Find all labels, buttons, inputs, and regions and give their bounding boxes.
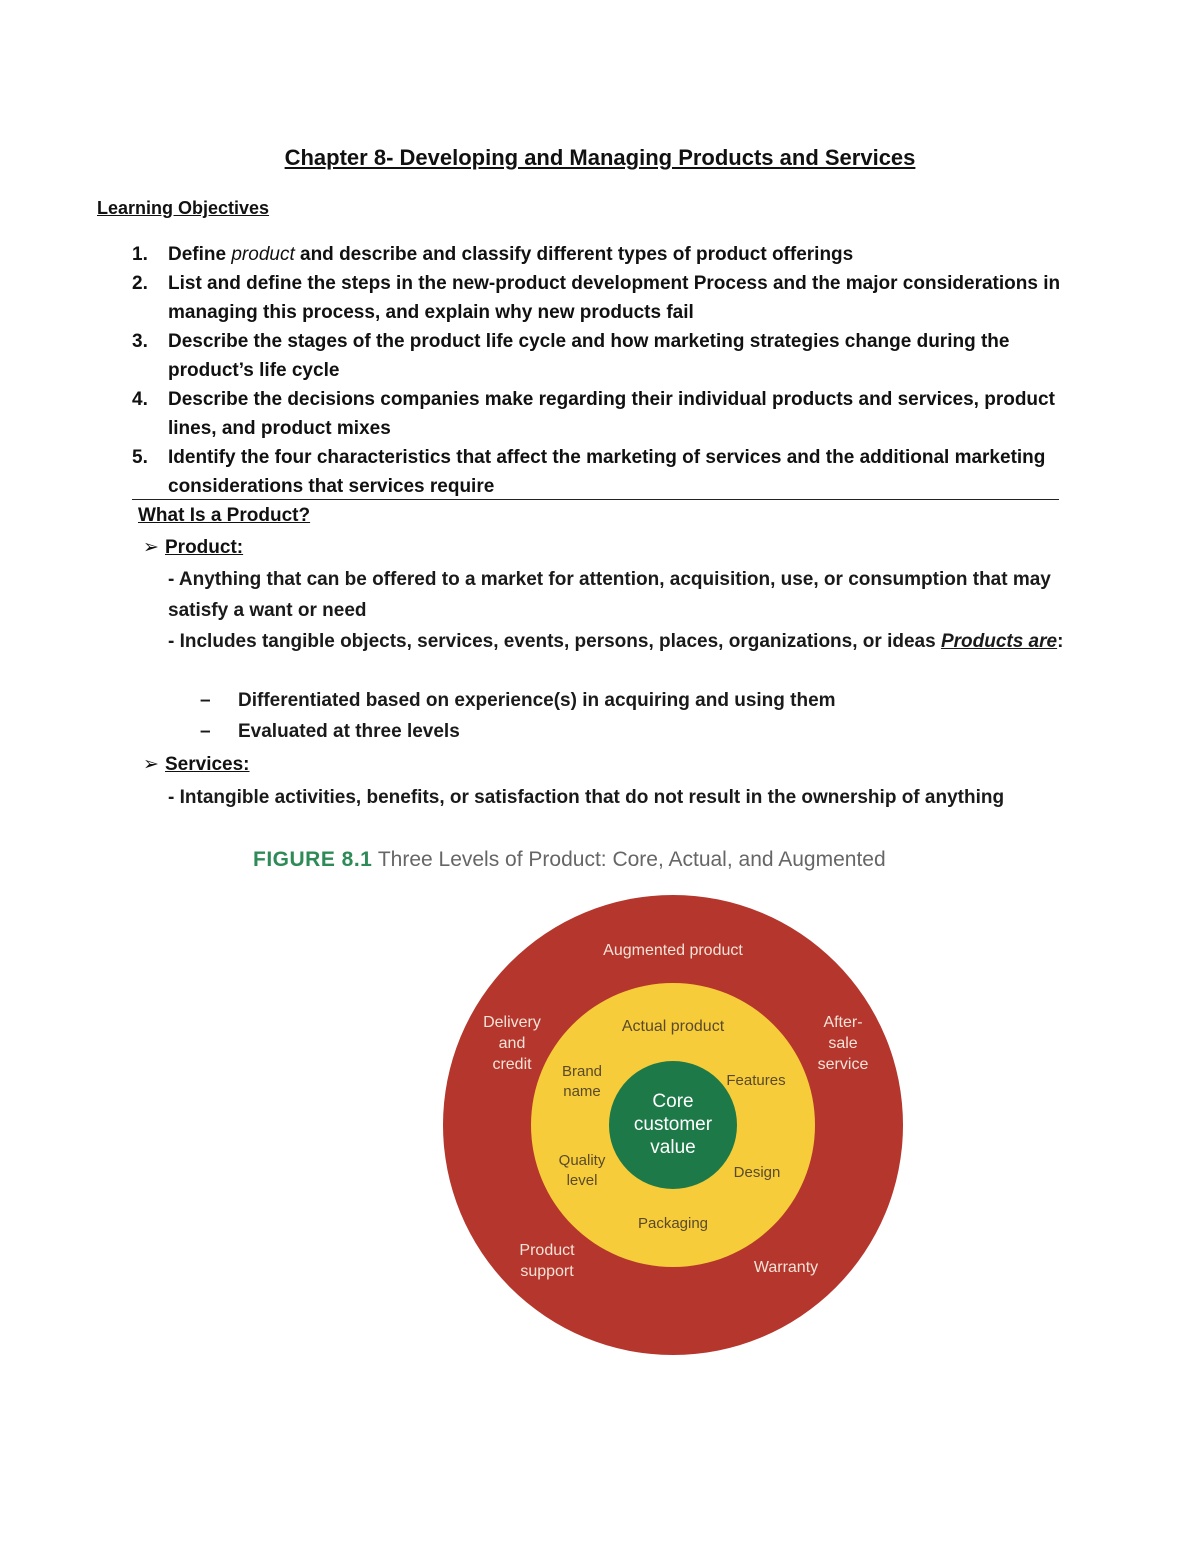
objective-number: 5. xyxy=(132,447,148,468)
product-label: Product: xyxy=(165,537,244,558)
figure-label: FIGURE 8.1 xyxy=(253,848,373,871)
core-value-label-line: customer xyxy=(633,1114,713,1135)
objective-italic-term: product xyxy=(231,244,295,265)
augmented-product-label: Augmented product xyxy=(603,942,743,959)
quality-level-label-line: Quality xyxy=(558,1152,606,1169)
products-are-emphasis: Products are xyxy=(940,631,1058,652)
figure-caption xyxy=(253,848,886,872)
objective-item xyxy=(132,240,1062,269)
product-definition-2 xyxy=(168,626,1068,657)
dash-item xyxy=(200,721,460,743)
objective-text: Describe the decisions companies make regarding their individual products and services, product lines, and product mixes xyxy=(168,389,1055,439)
warranty-label: Warranty xyxy=(753,1259,819,1276)
arrow-bullet-icon: ➢ xyxy=(143,754,159,775)
objectives-list xyxy=(132,240,1062,501)
design-label: Design xyxy=(733,1164,781,1181)
objective-item xyxy=(132,327,1062,385)
objective-item xyxy=(132,443,1062,501)
product-support-label-line: support xyxy=(520,1263,574,1280)
learning-objectives-heading: Learning Objectives xyxy=(97,198,270,218)
product-support-label-line: Product xyxy=(519,1242,575,1259)
services-bullet xyxy=(143,753,250,776)
objective-text: List and define the steps in the new-product development Process and the major considerations in managing this process, and explain why new products fail xyxy=(168,273,1061,323)
delivery-label-line: and xyxy=(498,1035,526,1052)
page-title: Chapter 8- Developing and Managing Products and Services xyxy=(284,145,916,170)
services-definition: - Intangible activities, benefits, or satisfaction that do not result in the ownership of anything xyxy=(168,787,1005,808)
dash-item xyxy=(200,690,836,712)
product-definition-2-colon: : xyxy=(1057,631,1064,652)
objective-item xyxy=(132,269,1062,327)
objective-number: 2. xyxy=(132,273,148,294)
objective-number: 4. xyxy=(132,389,148,410)
what-is-product-heading: What Is a Product? xyxy=(138,505,311,526)
brand-name-label-line: Brand xyxy=(561,1063,603,1080)
product-definition-2-text: - Includes tangible objects, services, events, persons, places, organizations, or ideas xyxy=(168,631,941,652)
objective-text: Define xyxy=(168,244,232,265)
section-divider xyxy=(132,499,1059,500)
objective-number: 1. xyxy=(132,244,148,265)
product-bullet xyxy=(143,536,243,559)
dash-item-text: Differentiated based on experience(s) in acquiring and using them xyxy=(238,690,836,711)
objective-text-tail: and describe and classify different types of product offerings xyxy=(294,244,854,265)
delivery-label-line: credit xyxy=(492,1056,532,1073)
core-value-label-line: value xyxy=(650,1137,696,1158)
objective-text: Identify the four characteristics that affect the marketing of services and the additional marketing considerations that services require xyxy=(168,447,1046,497)
quality-level-label-line: level xyxy=(566,1172,598,1189)
objective-number: 3. xyxy=(132,331,148,352)
objective-text: Describe the stages of the product life cycle and how marketing strategies change during the product’s life cycle xyxy=(168,331,1010,381)
after-sale-label-line: service xyxy=(817,1056,869,1073)
product-definition-1: - Anything that can be offered to a market for attention, acquisition, use, or consumption that may satisfy a want or need xyxy=(168,569,1051,621)
dash-bullet: – xyxy=(200,690,211,711)
objective-item xyxy=(132,385,1062,443)
features-label: Features xyxy=(726,1072,786,1089)
delivery-label-line: Delivery xyxy=(483,1014,541,1031)
arrow-bullet-icon: ➢ xyxy=(143,537,159,558)
brand-name-label-line: name xyxy=(563,1083,601,1100)
packaging-label: Packaging xyxy=(637,1215,709,1232)
actual-product-label: Actual product xyxy=(621,1018,725,1035)
after-sale-label-line: sale xyxy=(828,1035,858,1052)
dash-item-text: Evaluated at three levels xyxy=(238,721,460,742)
core-value-label-line: Core xyxy=(652,1091,694,1112)
dash-bullet: – xyxy=(200,721,211,742)
three-levels-diagram xyxy=(440,890,910,1360)
services-label: Services: xyxy=(165,754,250,775)
after-sale-label-line: After- xyxy=(823,1014,863,1031)
figure-caption-text: Three Levels of Product: Core, Actual, and Augmented xyxy=(372,848,886,871)
